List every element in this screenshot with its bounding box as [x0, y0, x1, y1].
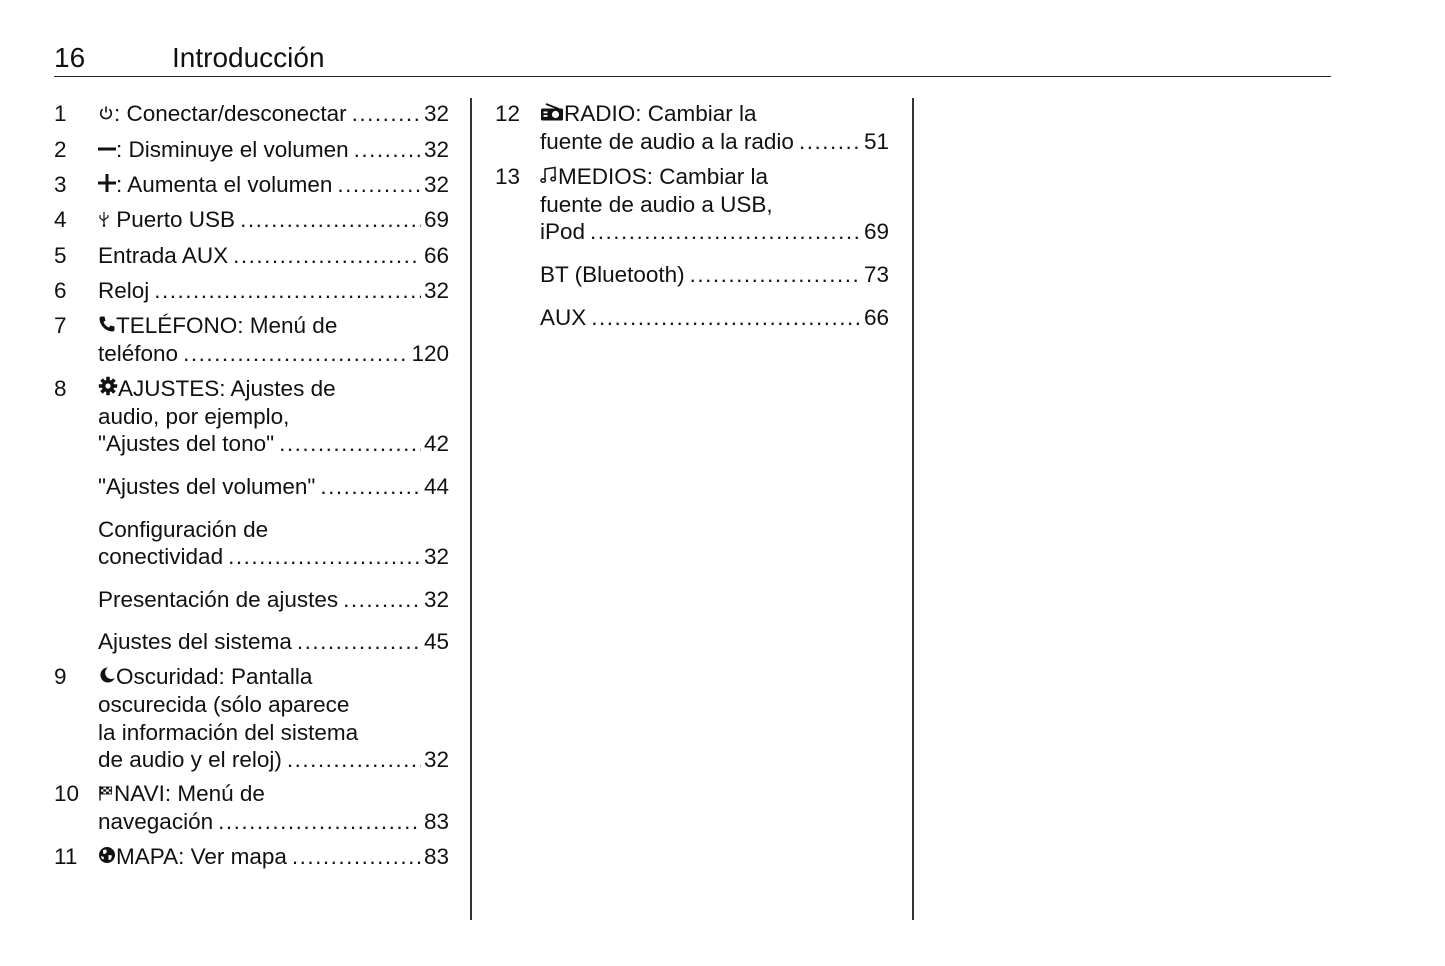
page-reference[interactable]: 69: [423, 207, 449, 232]
entry-number: 5: [54, 243, 67, 268]
entry-text-line: AJUSTES: Ajustes de: [118, 376, 336, 401]
entry-number: 7: [54, 313, 67, 338]
entry-label: de audio y el reloj): [98, 747, 282, 772]
entry-label: fuente de audio a la radio: [540, 129, 794, 154]
entry-text-line: RADIO: Cambiar la: [564, 101, 757, 126]
page-reference[interactable]: 45: [423, 629, 449, 654]
list-item: [98, 586, 449, 614]
list-item: [98, 808, 449, 836]
radio-icon: [540, 103, 564, 121]
list-item: [98, 100, 449, 128]
page-reference[interactable]: 32: [423, 172, 449, 197]
entry-text-line: fuente de audio a USB,: [540, 192, 773, 217]
power-icon: [98, 105, 114, 121]
page-reference[interactable]: 73: [863, 262, 889, 287]
page-reference[interactable]: 42: [423, 431, 449, 456]
usb-icon: [98, 211, 110, 227]
list-item: [540, 304, 889, 332]
entry-label: : Conectar/desconectar: [114, 101, 347, 126]
entry-label: MAPA: Ver mapa: [116, 844, 287, 869]
moon-icon: [98, 666, 116, 684]
list-item: [98, 206, 449, 234]
plus-icon: [98, 174, 116, 192]
page-reference[interactable]: 69: [863, 219, 889, 244]
list-item: [98, 375, 336, 403]
page-title: Introducción: [172, 42, 325, 73]
list-item: [540, 261, 889, 289]
page-reference[interactable]: 44: [423, 474, 449, 499]
entry-label: Presentación de ajustes: [98, 587, 339, 612]
page-reference[interactable]: 32: [423, 101, 449, 126]
list-item: [98, 628, 449, 656]
entry-number: 1: [54, 101, 67, 126]
flag-icon: [98, 785, 114, 801]
entry-label: conectividad: [98, 544, 224, 569]
list-item: [98, 473, 449, 501]
page-reference[interactable]: 66: [863, 305, 889, 330]
list-item: [98, 663, 312, 691]
list-item: [98, 780, 265, 808]
list-item: [98, 242, 449, 270]
entry-label: : Disminuye el volumen: [116, 137, 349, 162]
entry-number: 8: [54, 376, 67, 401]
entry-number: 11: [54, 844, 78, 869]
entry-text-line: MEDIOS: Cambiar la: [558, 164, 769, 189]
page-reference[interactable]: 83: [423, 809, 449, 834]
entry-label: AUX: [540, 305, 587, 330]
globe-icon: [98, 846, 116, 864]
entry-text-line: Configuración de: [98, 517, 269, 542]
list-item: [98, 843, 449, 871]
page-reference[interactable]: 32: [423, 587, 449, 612]
page-reference[interactable]: 66: [423, 243, 449, 268]
entry-number: 3: [54, 172, 67, 197]
entry-label: "Ajustes del volumen": [98, 474, 316, 499]
entry-label: BT (Bluetooth): [540, 262, 685, 287]
minus-icon: [98, 141, 116, 157]
controls-list-column-2: [495, 100, 889, 340]
list-item: [540, 218, 889, 246]
entry-label: Reloj: [98, 278, 150, 303]
list-item: [98, 171, 449, 199]
entry-text-line: TELÉFONO: Menú de: [116, 313, 338, 338]
entry-number: 10: [54, 781, 80, 806]
entry-label: teléfono: [98, 341, 179, 366]
entry-number: 9: [54, 664, 67, 689]
entry-number: 6: [54, 278, 67, 303]
entry-number: 12: [495, 101, 521, 126]
gear-icon: [98, 376, 118, 396]
entry-text-line: la información del sistema: [98, 720, 359, 745]
list-item: [98, 746, 449, 774]
page-reference[interactable]: 120: [411, 341, 449, 366]
page-reference[interactable]: 83: [423, 844, 449, 869]
list-item: [98, 340, 449, 368]
page-reference[interactable]: 32: [423, 747, 449, 772]
page-reference[interactable]: 51: [863, 129, 889, 154]
page-reference[interactable]: 32: [423, 544, 449, 569]
entry-number: 13: [495, 164, 521, 189]
list-item: [540, 163, 768, 191]
list-item: [540, 100, 757, 128]
entry-label: : Aumenta el volumen: [116, 172, 333, 197]
list-item: [98, 277, 449, 305]
entry-label: iPod: [540, 219, 586, 244]
music-note-icon: [540, 166, 558, 184]
list-item: [98, 312, 337, 340]
entry-text-line: NAVI: Menú de: [114, 781, 265, 806]
entry-label: Entrada AUX: [98, 243, 229, 268]
column-divider-right: [912, 98, 914, 920]
entry-text-line: Oscuridad: Pantalla: [116, 664, 313, 689]
page-reference[interactable]: 32: [423, 278, 449, 303]
page-number: 16: [54, 42, 86, 73]
entry-number: 4: [54, 207, 67, 232]
entry-text-line: oscurecida (sólo aparece: [98, 692, 350, 717]
controls-list-column-1: [54, 100, 449, 880]
page-reference[interactable]: 32: [423, 137, 449, 162]
column-divider-left: [470, 98, 472, 920]
phone-icon: [98, 315, 116, 333]
list-item: [98, 543, 449, 571]
entry-label: Puerto USB: [110, 207, 236, 232]
list-item: [98, 430, 449, 458]
entry-label: "Ajustes del tono": [98, 431, 275, 456]
entry-label: navegación: [98, 809, 214, 834]
entry-label: Ajustes del sistema: [98, 629, 292, 654]
list-item: [98, 136, 449, 164]
list-item: [540, 128, 889, 156]
entry-number: 2: [54, 137, 67, 162]
page-header: [54, 41, 1331, 77]
entry-text-line: audio, por ejemplo,: [98, 404, 290, 429]
